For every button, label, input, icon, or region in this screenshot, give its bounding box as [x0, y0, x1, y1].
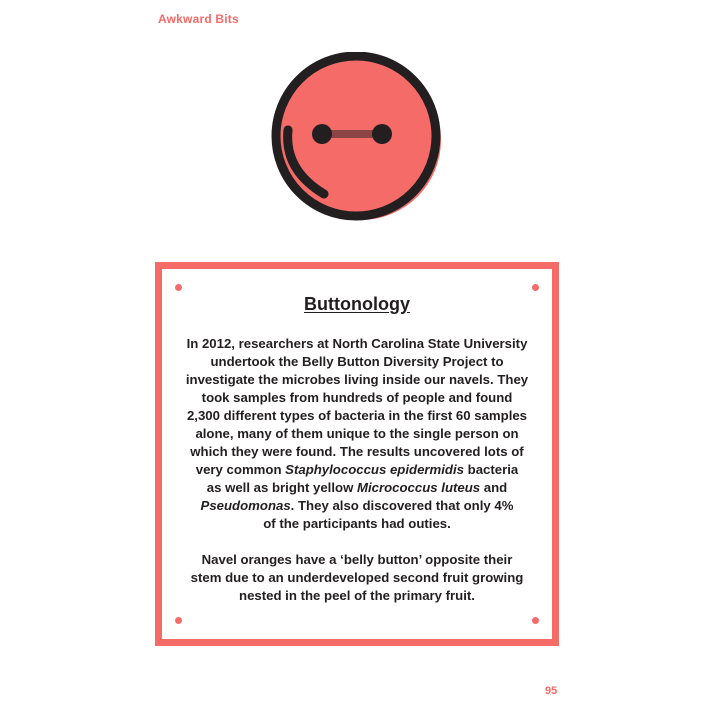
corner-dot-bottom-left	[175, 617, 182, 624]
card-body	[180, 335, 534, 605]
body-line: investigate the microbes living inside our navels. They	[185, 372, 529, 387]
body-line	[180, 479, 534, 497]
left-eye-icon	[312, 124, 332, 144]
corner-dot-bottom-right	[532, 617, 539, 624]
body-line: nested in the peel of the primary fruit.	[239, 588, 475, 603]
species-name: Staphylococcus epidermidis	[285, 462, 464, 477]
body-text: . They also discovered that only 4%	[290, 498, 514, 513]
body-line: alone, many of them unique to the single person on	[195, 426, 519, 441]
corner-dot-top-right	[532, 284, 539, 291]
running-head: Awkward Bits	[158, 12, 239, 26]
button-face-disc	[276, 56, 436, 216]
body-line: 2,300 different types of bacteria in the first 60 samples	[186, 408, 528, 423]
body-text: and	[480, 480, 508, 495]
body-line: stem due to an underdeveloped second fruit growing	[190, 570, 524, 585]
right-eye-icon	[372, 124, 392, 144]
paragraph-spacer	[180, 533, 534, 551]
page-number: 95	[545, 685, 558, 697]
button-face-illustration	[258, 52, 458, 232]
species-name: Micrococcus luteus	[357, 480, 481, 495]
body-line: which they were found. The results uncovered lots of	[190, 444, 524, 459]
body-line: undertook the Belly Button Diversity Project to	[210, 354, 504, 369]
body-text: as well as bright yellow	[206, 480, 357, 495]
body-line	[180, 497, 534, 515]
body-text: bacteria	[464, 462, 519, 477]
body-line: took samples from hundreds of people and found	[201, 390, 513, 405]
body-line: Navel oranges have a ‘belly button’ opposite their	[201, 552, 513, 567]
card-title: Buttonology	[304, 294, 410, 314]
body-text: very common	[195, 462, 286, 477]
body-line	[180, 461, 534, 479]
info-card	[155, 262, 559, 646]
body-line: of the participants had outies.	[263, 516, 451, 531]
species-name: Pseudomonas	[200, 498, 291, 513]
corner-dot-top-left	[175, 284, 182, 291]
body-line: In 2012, researchers at North Carolina State University	[186, 336, 528, 351]
